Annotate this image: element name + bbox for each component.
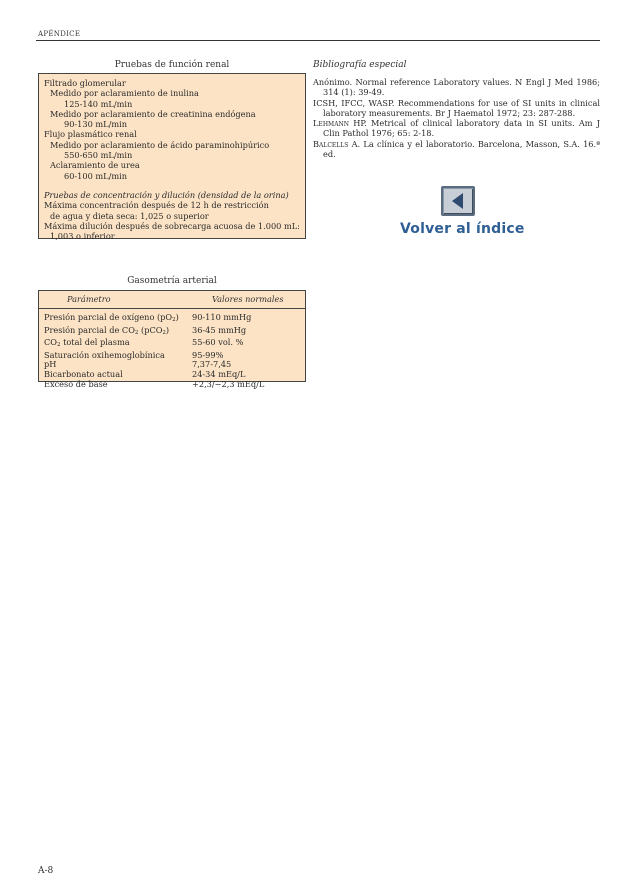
header-rule bbox=[36, 40, 600, 41]
renal-line: 550-650 mL/min bbox=[64, 150, 133, 161]
renal-line: 125-140 mL/min bbox=[64, 98, 133, 109]
concentration-line: Máxima concentración después de 12 h de restricción bbox=[44, 200, 269, 211]
bibliography-list bbox=[313, 77, 600, 159]
renal-line: 60-100 mL/min bbox=[64, 170, 128, 181]
concentration-line: de agua y dieta seca: 1,025 o superior bbox=[50, 210, 209, 221]
renal-line: Medido por aclaramiento de inulina bbox=[50, 88, 199, 99]
back-to-index-link[interactable]: Volver al índice bbox=[400, 221, 525, 237]
page-number: A-8 bbox=[38, 866, 54, 876]
dilution-line: 1,003 o inferior bbox=[50, 231, 115, 242]
reference-item: Lehmann HP. Metrical of clinical laboratory data in SI units. Am J Clin Pathol 1976; 65: 2-18. bbox=[313, 118, 600, 139]
renal-line: Medido por aclaramiento de creatinina endógena bbox=[50, 108, 256, 119]
concentration-heading: Pruebas de concentración y dilución (densidad de la orina) bbox=[44, 189, 289, 200]
section-header: APÉNDICE bbox=[38, 30, 81, 38]
renal-function-box bbox=[38, 73, 306, 242]
normal-value: +2,3/−2,3 mEq/L bbox=[192, 378, 265, 389]
gas-table-title: Gasometría arterial bbox=[127, 276, 217, 286]
table-row: pH 7,37-7,45 bbox=[44, 359, 232, 370]
dilution-line: Máxima dilución después de sobrecarga acuosa de 1.000 mL: bbox=[44, 220, 300, 231]
gas-table bbox=[38, 290, 306, 389]
table-row: Saturación oxihemoglobínica 95-99% bbox=[44, 349, 224, 360]
gas-table-header bbox=[39, 291, 305, 309]
back-arrow-glyph bbox=[443, 188, 473, 214]
reference-item: Balcells A. La clínica y el laboratorio. Barcelona, Masson, S.A. 16.ª ed. bbox=[313, 138, 600, 160]
table-row: $CO_2$ total del plasma 55-60 vol. % bbox=[44, 338, 300, 351]
table-row: Presión parcial de oxígeno $(pO_2)$ 90-110 mmHg bbox=[44, 313, 300, 326]
bibliography-title: Bibliografía especial bbox=[313, 60, 407, 70]
col-normal-values: Valores normales bbox=[212, 294, 284, 305]
normal-value: 95-99% bbox=[192, 349, 224, 360]
normal-value: 55-60 vol. % bbox=[192, 337, 244, 348]
reference-item: ICSH, IFCC, WASP. Recommendations for use of SI units in clinical laboratory measurements. Br J Haematol 1972; 23: 287-288. bbox=[313, 97, 600, 118]
col-parameter: Parámetro bbox=[67, 294, 111, 305]
renal-line: Filtrado glomerular bbox=[44, 78, 126, 88]
normal-value: 36-45 mmHg bbox=[192, 324, 247, 335]
normal-value: 24-34 mEq/L bbox=[192, 368, 246, 379]
normal-value: 7,37-7,45 bbox=[192, 359, 232, 370]
table-row: Presión parcial de $CO_2$ (pCO$_2$) 36-45 mmHg bbox=[44, 326, 300, 339]
table-row: Bicarbonato actual 24-34 mEq/L bbox=[44, 368, 246, 379]
renal-line: Aclaramiento de urea bbox=[50, 160, 140, 171]
back-arrow-icon[interactable] bbox=[441, 186, 475, 216]
table-row: Exceso de base +2,3/−2,3 mEq/L bbox=[44, 378, 265, 389]
renal-line: Flujo plasmático renal bbox=[44, 129, 137, 140]
reference-item: Anónimo. Normal reference Laboratory values. N Engl J Med 1986; 314 (1): 39-49. bbox=[313, 77, 600, 98]
normal-value: 90-110 mmHg bbox=[192, 312, 252, 322]
renal-line: 90-130 mL/min bbox=[64, 119, 128, 130]
renal-line: Medido por aclaramiento de ácido paraminohipúrico bbox=[50, 139, 270, 150]
renal-table-title: Pruebas de función renal bbox=[114, 60, 230, 70]
